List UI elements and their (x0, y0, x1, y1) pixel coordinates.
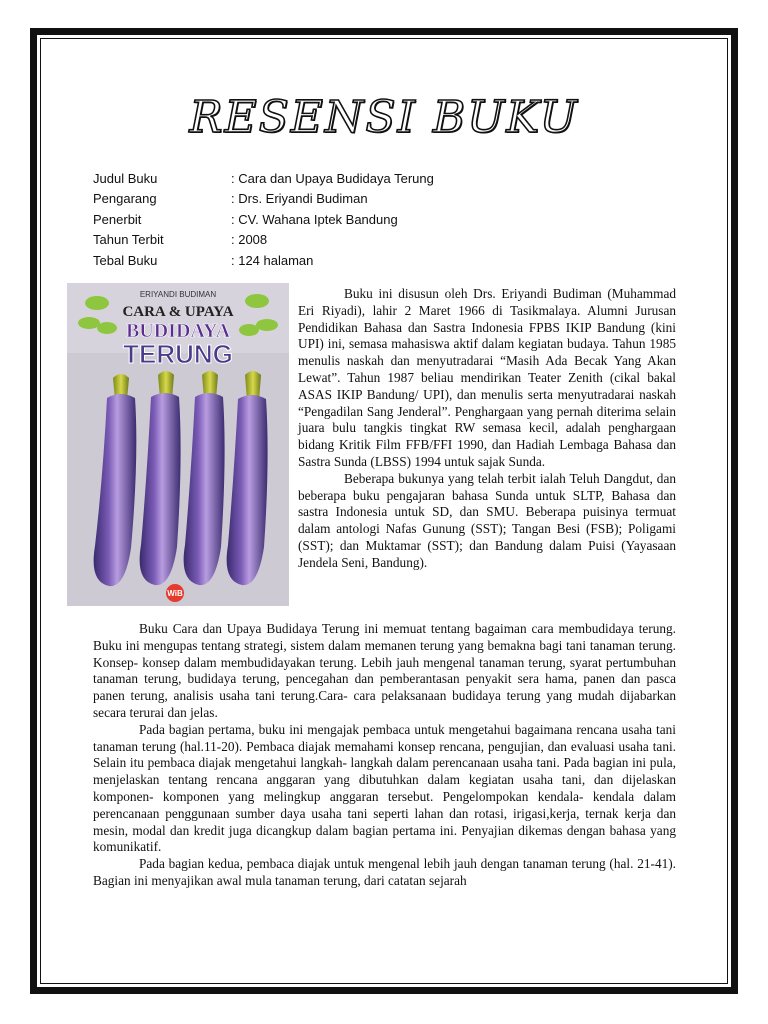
publisher-logo (166, 584, 184, 602)
meta-value: : 124 halaman (231, 252, 314, 268)
paragraph: Beberapa bukunya yang telah terbit ialah Teluh Dangdut, dan beberapa buku pengajaran bahasa Sunda untuk SLTP, Bahasa dan sastra Indonesia untuk SD, dan SMU. Beberapa puisinya termuat dalam antologi Nafas Gunung (SST); Tangan Besi (FSB); Poligami (SST); dan Muktamar (SST); dan Bandung dalam Puisi (Yayasaan Jendela Seni, Bandung). (298, 470, 676, 570)
author-bio-text (298, 286, 676, 572)
meta-label: Judul Buku (93, 170, 158, 186)
book-meta (93, 168, 434, 271)
meta-row-publisher (93, 209, 434, 230)
meta-label: Pengarang (93, 191, 157, 207)
paragraph: Buku Cara dan Upaya Budidaya Terung ini memuat tentang bagaiman cara membudidaya terung. Buku ini mengupas tentang strategi, sistem dalam memanen terung yang bemakna bagi tani tanaman terung. Konsep- konsep dalam membudidayakan terung. Lebih jauh mengenal tanaman terung, syarat pertumbuhan tanaman terung, budidaya terung, pencegahan dan pemberantasan penyakit sera hama, panen dan pasca panen terung, analisis usaha tani terung.Cara- cara pelaksanaan budidaya terung yang mudah dijabarkan secara terurai dan jelas. (93, 621, 676, 720)
cover-line3: TERUNG (123, 339, 233, 369)
cover-line2: BUDIDAYA (125, 320, 231, 342)
meta-value: : Cara dan Upaya Budidaya Terung (231, 170, 434, 186)
paragraph: Pada bagian kedua, pembaca diajak untuk mengenal lebih jauh dengan tanaman terung (hal. 21-41). Bagian ini menyajikan awal mula tanaman terung, dari catatan sejarah (93, 856, 676, 888)
meta-row-title (93, 168, 434, 189)
meta-value: : Drs. Eriyandi Budiman (231, 191, 368, 207)
cover-author: ERIYANDI BUDIMAN (139, 290, 217, 299)
book-cover-image (67, 283, 289, 606)
publisher-logo-text: WiB (167, 589, 183, 598)
cover-line1: CARA & UPAYA (122, 304, 234, 320)
review-body-text (93, 621, 676, 890)
meta-label: Penerbit (93, 211, 142, 227)
meta-value: : CV. Wahana Iptek Bandung (231, 211, 398, 227)
paragraph: Pada bagian pertama, buku ini mengajak pembaca untuk mengetahui bagaimana rencana usaha tani tanaman terung (hal.11-20). Pembaca diajak memahami konsep rencana, pengujian, dan evaluasi usaha tani. Selain itu pembaca diajak mengetahui langkah- langkah dalam perencanaan usaha tani. Pada bagian ini pula, menjelaskan tentang rencana anggaran yang dibutuhkan dalam kegiatan usaha tani, dan dijelaskan komponen- komponen yang melingkup anggaran tersebut. Pengelompokan kendala- kendala dalam perencanaan penggunaan sumber daya usaha tani seperti lahan dan rotasi, irigasi,kerja, ternak kerja dan mesin, modal dan kredit juga dicangkup dalam bagian pertama ini. Penyajian dikemas dengan bahasa yang komunikatif. (93, 721, 676, 855)
meta-row-pages (93, 250, 434, 271)
meta-row-year (93, 230, 434, 251)
meta-row-author (93, 189, 434, 210)
document-title: RESENSI BUKU (189, 92, 579, 143)
paragraph: Buku ini disusun oleh Drs. Eriyandi Budiman (Muhammad Eri Riyadi), lahir 2 Maret 1966 di Tasikmalaya. Alumni Jurusan Pendidikan Bahasa dan Sastra Indonesia FPBS IKIP Bandung (kini UPI) ini, semasa mahasiswa aktif dalam kegiatan budaya. Tahun 1985 menulis naskah dan menyutradarai “Masih Ada Becak Yang Akan Lewat”. Tahun 1987 beliau mendirikan Teater Zenith (cikal bakal ASAS IKIP Bandung/ UPI), dan menulis serta menyutradarai naskah “Pengadilan Sang Jenderal”. Penghargaan yang pernah diterima selain juara bulu tangkis tingkat RW semasa kecil, adalah penghargaan bidang Kritik Film FFB/FFI 1990, dan Hadiah Lembaga Bahasa dan Sastra Sunda (LBSS) 1994 untuk sajak Sunda. (298, 286, 676, 469)
meta-label: Tahun Terbit (93, 232, 164, 248)
meta-label: Tebal Buku (93, 252, 158, 268)
meta-value: : 2008 (231, 232, 268, 248)
